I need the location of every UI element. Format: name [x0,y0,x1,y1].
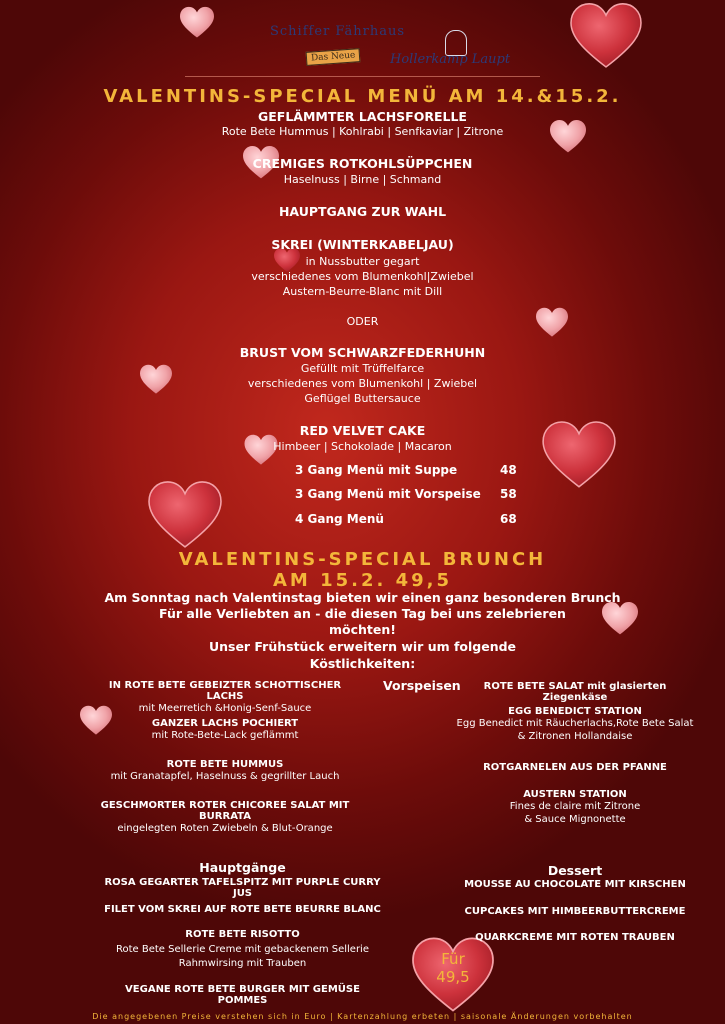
footer-note: Die angegebenen Preise verstehen sich in Euro | Kartenzahlung erbeten | saisonale Änderungen vorbehalten [92,1012,633,1021]
brunch-intro: möchten! [329,622,396,637]
dessert-item: CUPCAKES MIT HIMBEERBUTTERCREME [464,906,686,917]
starter-item: ROTE BETE SALAT mit glasierten Ziegenkäse [483,681,667,703]
starter-item: EGG BENEDICT STATION Egg Benedict mit Räucherlachs,Rote Bete Salat & Zitronen Hollandaise [456,706,694,742]
dessert-item: MOUSSE AU CHOCOLATE MIT KIRSCHEN [464,879,686,890]
main-heading: HAUPTGANG ZUR WAHL [278,204,447,219]
dessert-desc: Himbeer | Schokolade | Macaron [273,440,452,453]
price-label: 3 Gang Menü mit Suppe [295,463,458,477]
course2-title: CREMIGES ROTKOHLSÜPPCHEN [252,156,473,171]
main1-desc: in Nussbutter gegart [305,255,420,268]
starter-item: ROTGARNELEN AUS DER PFANNE [483,762,667,773]
main2-desc: Geflügel Buttersauce [304,392,421,405]
logo-wordmark: Schiffer Fährhaus [270,24,406,39]
main-course-item: ROSA GEGARTER TAFELSPITZ MIT PURPLE CURRY JUS [104,877,381,899]
main1-desc: Austern-Beurre-Blanc mit Dill [282,285,443,298]
menu-heading: VALENTINS-SPECIAL MENÜ AM 14.&15.2. [103,86,622,107]
heart-icon [177,5,217,39]
brunch-intro: Am Sonntag nach Valentinstag bieten wir einen ganz besonderen Brunch [104,590,621,605]
price-value: 48 [500,463,517,477]
brunch-date: AM 15.2. 49,5 [272,570,453,591]
starter-item: GESCHMORTER ROTER CHICOREE SALAT MIT BURRATA eingelegten Roten Zwiebeln & Blut-Orange [100,800,350,834]
starter-item: AUSTERN STATION Fines de claire mit Zitrone & Sauce Mignonette [509,789,641,825]
brunch-intro: Für alle Verliebten an - die diesen Tag bei uns zelebrieren [159,606,566,621]
starter-item: IN ROTE BETE GEBEIZTER SCHOTTISCHER LACHS mit Meerretich &Honig-Senf-Sauce [108,680,342,714]
logo-script: Hollerkamp Laupt [390,52,511,67]
heart-icon [565,0,647,70]
main2-desc: verschiedenes vom Blumenkohl | Zwiebel [247,377,478,390]
dessert-title: RED VELVET CAKE [299,423,426,438]
course1-title: GEFLÄMMTER LACHSFORELLE [258,109,467,124]
main-course-desc: Rote Bete Sellerie Creme mit gebackenem Sellerie [115,944,369,955]
or-label: ODER [346,315,379,328]
starter-item: GANZER LACHS POCHIERT mit Rote-Bete-Lack geflämmt [151,718,299,741]
main2-desc: Gefüllt mit Trüffelfarce [300,362,425,375]
dessert-label: Dessert [547,863,603,878]
logo-badge: Das Neue [306,48,361,66]
starter-item: ROTE BETE HUMMUS mit Granatapfel, Haselnuss & gegrillter Lauch [110,759,340,782]
price-label: 4 Gang Menü [295,512,384,526]
course1-desc: Rote Bete Hummus | Kohlrabi | Senfkaviar | Zitrone [221,125,504,138]
main2-title: BRUST VOM SCHWARZFEDERHUHN [239,345,486,360]
hauptgaenge-label: Hauptgänge [199,860,286,875]
main-course-item: ROTE BETE RISOTTO [185,929,300,940]
main1-desc: verschiedenes vom Blumenkohl|Zwiebel [251,270,474,283]
price-label: 3 Gang Menü mit Vorspeise [295,487,481,501]
main-course-item: FILET VOM SKREI AUF ROTE BETE BEURRE BLANC [104,904,381,915]
brunch-intro: Köstlichkeiten: [309,656,416,671]
price-badge: Für 49,5 [436,950,470,986]
course2-desc: Haselnuss | Birne | Schmand [283,173,442,186]
dessert-item: QUARKCREME MIT ROTEN TRAUBEN [475,932,675,943]
logo [270,22,570,74]
main1-title: SKREI (WINTERKABELJAU) [271,237,454,252]
price-value: 68 [500,512,517,526]
price-value: 58 [500,487,517,501]
main-course-item: VEGANE ROTE BETE BURGER MIT GEMÜSE POMMES [125,984,360,1006]
brunch-heading: VALENTINS-SPECIAL BRUNCH [178,549,547,570]
vorspeisen-label: Vorspeisen [383,678,461,693]
heart-icon [144,478,226,550]
header-divider [185,76,540,77]
brunch-intro: Unser Frühstück erweitern wir um folgende [208,639,517,654]
main-course-desc: Rahmwirsing mit Trauben [178,958,307,969]
